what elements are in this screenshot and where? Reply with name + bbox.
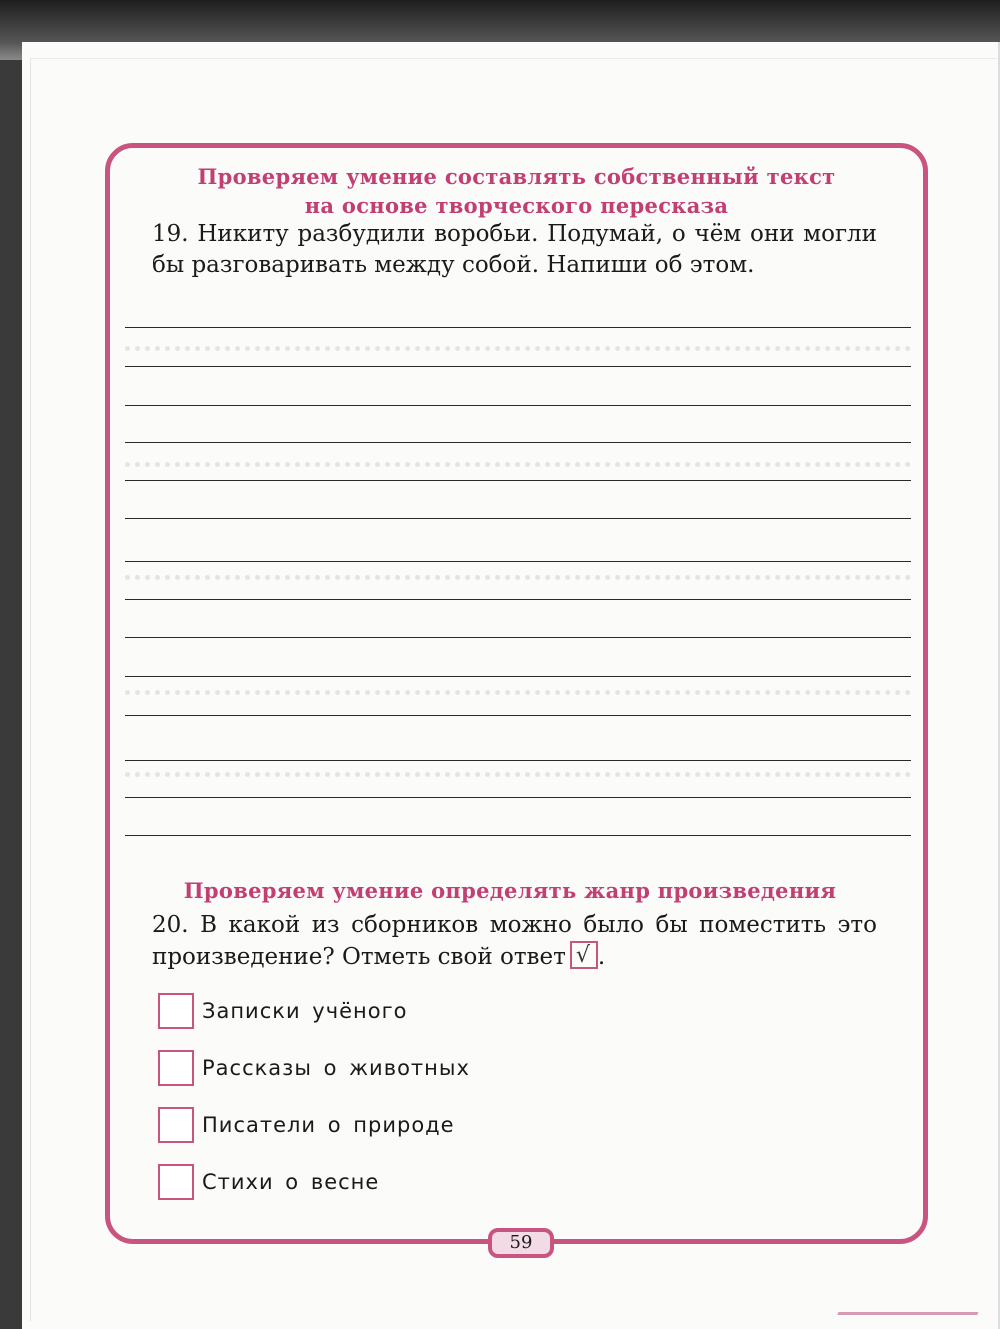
option-checkbox[interactable]: [158, 993, 194, 1029]
bleed-through: [125, 772, 911, 777]
check-sample-box: [570, 941, 598, 969]
writing-line[interactable]: [125, 715, 911, 716]
writing-line[interactable]: [125, 366, 911, 367]
bleed-through: [125, 690, 911, 695]
task-20-body: 20. В какой из сборников можно было бы поместить это произведение? Отметь свой ответ: [152, 912, 877, 970]
writing-line[interactable]: [125, 599, 911, 600]
writing-line[interactable]: [125, 480, 911, 481]
option-label: Рассказы о животных: [202, 1056, 470, 1080]
section-heading-1-line-2: на основе творческого пересказа: [304, 193, 729, 218]
section-heading-2: Проверяем умение определять жанр произведения: [183, 878, 837, 903]
writing-line[interactable]: [125, 561, 911, 562]
option-checkbox[interactable]: [158, 1050, 194, 1086]
page-stack-edge: [837, 1300, 982, 1315]
option-checkbox[interactable]: [158, 1107, 194, 1143]
option-row[interactable]: [158, 993, 407, 1029]
writing-line[interactable]: [125, 518, 911, 519]
section-heading-1-line-1: Проверяем умение составлять собственный текст: [197, 164, 836, 189]
writing-line[interactable]: [125, 405, 911, 406]
task-20-text: [152, 910, 877, 973]
option-label: Записки учёного: [202, 999, 408, 1023]
task-19-text: 19. Никиту разбудили воробьи. Подумай, о чём они могли бы разговаривать между собой. Напиши об этом.: [152, 221, 877, 278]
writing-line[interactable]: [125, 637, 911, 638]
option-checkbox[interactable]: [158, 1164, 194, 1200]
bleed-through: [125, 575, 911, 580]
writing-line[interactable]: [125, 760, 911, 761]
writing-line[interactable]: [125, 327, 911, 328]
task-20-period: .: [597, 944, 606, 970]
option-label: Стихи о весне: [202, 1170, 380, 1194]
writing-line[interactable]: [125, 442, 911, 443]
page-number: 59: [488, 1228, 554, 1258]
bleed-through: [125, 346, 911, 351]
option-row[interactable]: [158, 1107, 455, 1143]
writing-line[interactable]: [125, 835, 911, 836]
option-label: Писатели о природе: [202, 1113, 455, 1137]
option-row[interactable]: [158, 1164, 379, 1200]
option-row[interactable]: [158, 1050, 470, 1086]
bleed-through: [125, 462, 911, 467]
check-mark-icon: √: [575, 943, 590, 968]
writing-line[interactable]: [125, 797, 911, 798]
writing-line[interactable]: [125, 676, 911, 677]
